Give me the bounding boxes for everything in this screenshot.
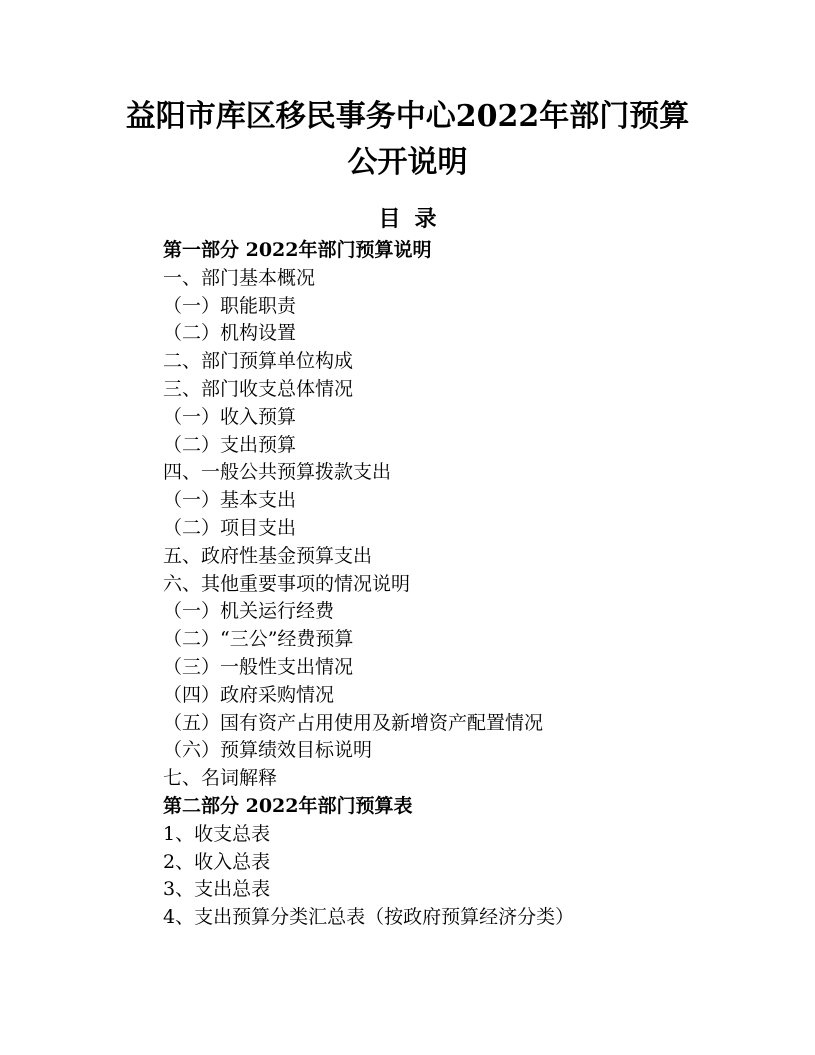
toc-entry: 七、名词解释 <box>163 767 278 790</box>
toc-entry: （二）项目支出 <box>163 516 297 539</box>
document-title-line1: 益阳市库区移民事务中心2022年部门预算 <box>125 99 690 134</box>
toc-entry: （二）“三公”经费预算 <box>163 628 354 651</box>
toc-entry: （四）政府采购情况 <box>163 683 335 706</box>
toc-entry: 五、政府性基金预算支出 <box>163 544 373 567</box>
toc-entry: 四、一般公共预算拨款支出 <box>163 461 392 484</box>
toc-entry: 2、收入总表 <box>163 850 271 873</box>
table-of-contents <box>163 237 574 932</box>
toc-entry: 4、支出预算分类汇总表（按政府预算经济分类） <box>163 906 575 929</box>
toc-entry: （二）机构设置 <box>163 322 297 345</box>
toc-part-heading: 第一部分 2022年部门预算说明 <box>163 239 432 261</box>
toc-entry: 3、支出总表 <box>163 878 271 901</box>
toc-part-heading: 第二部分 2022年部门预算表 <box>163 794 413 817</box>
toc-entry: （二）支出预算 <box>163 433 297 456</box>
toc-entry: （五）国有资产占用使用及新增资产配置情况 <box>163 711 544 734</box>
toc-entry: 1、收支总表 <box>163 822 271 845</box>
document-title-line2: 公开说明 <box>347 145 468 180</box>
toc-entry: （六）预算绩效目标说明 <box>163 739 373 762</box>
toc-entry: 二、部门预算单位构成 <box>163 350 354 373</box>
toc-entry: 一、部门基本概况 <box>163 266 316 289</box>
toc-entry: （一）收入预算 <box>163 405 297 428</box>
toc-entry: （一）职能职责 <box>163 294 297 317</box>
toc-entry: 三、部门收支总体情况 <box>163 377 354 400</box>
toc-entry: 六、其他重要事项的情况说明 <box>163 572 411 595</box>
toc-entry: （一）基本支出 <box>163 489 297 512</box>
toc-entry: （一）机关运行经费 <box>163 600 335 623</box>
toc-heading: 目录 <box>378 206 451 232</box>
toc-entry: （三）一般性支出情况 <box>163 655 354 678</box>
